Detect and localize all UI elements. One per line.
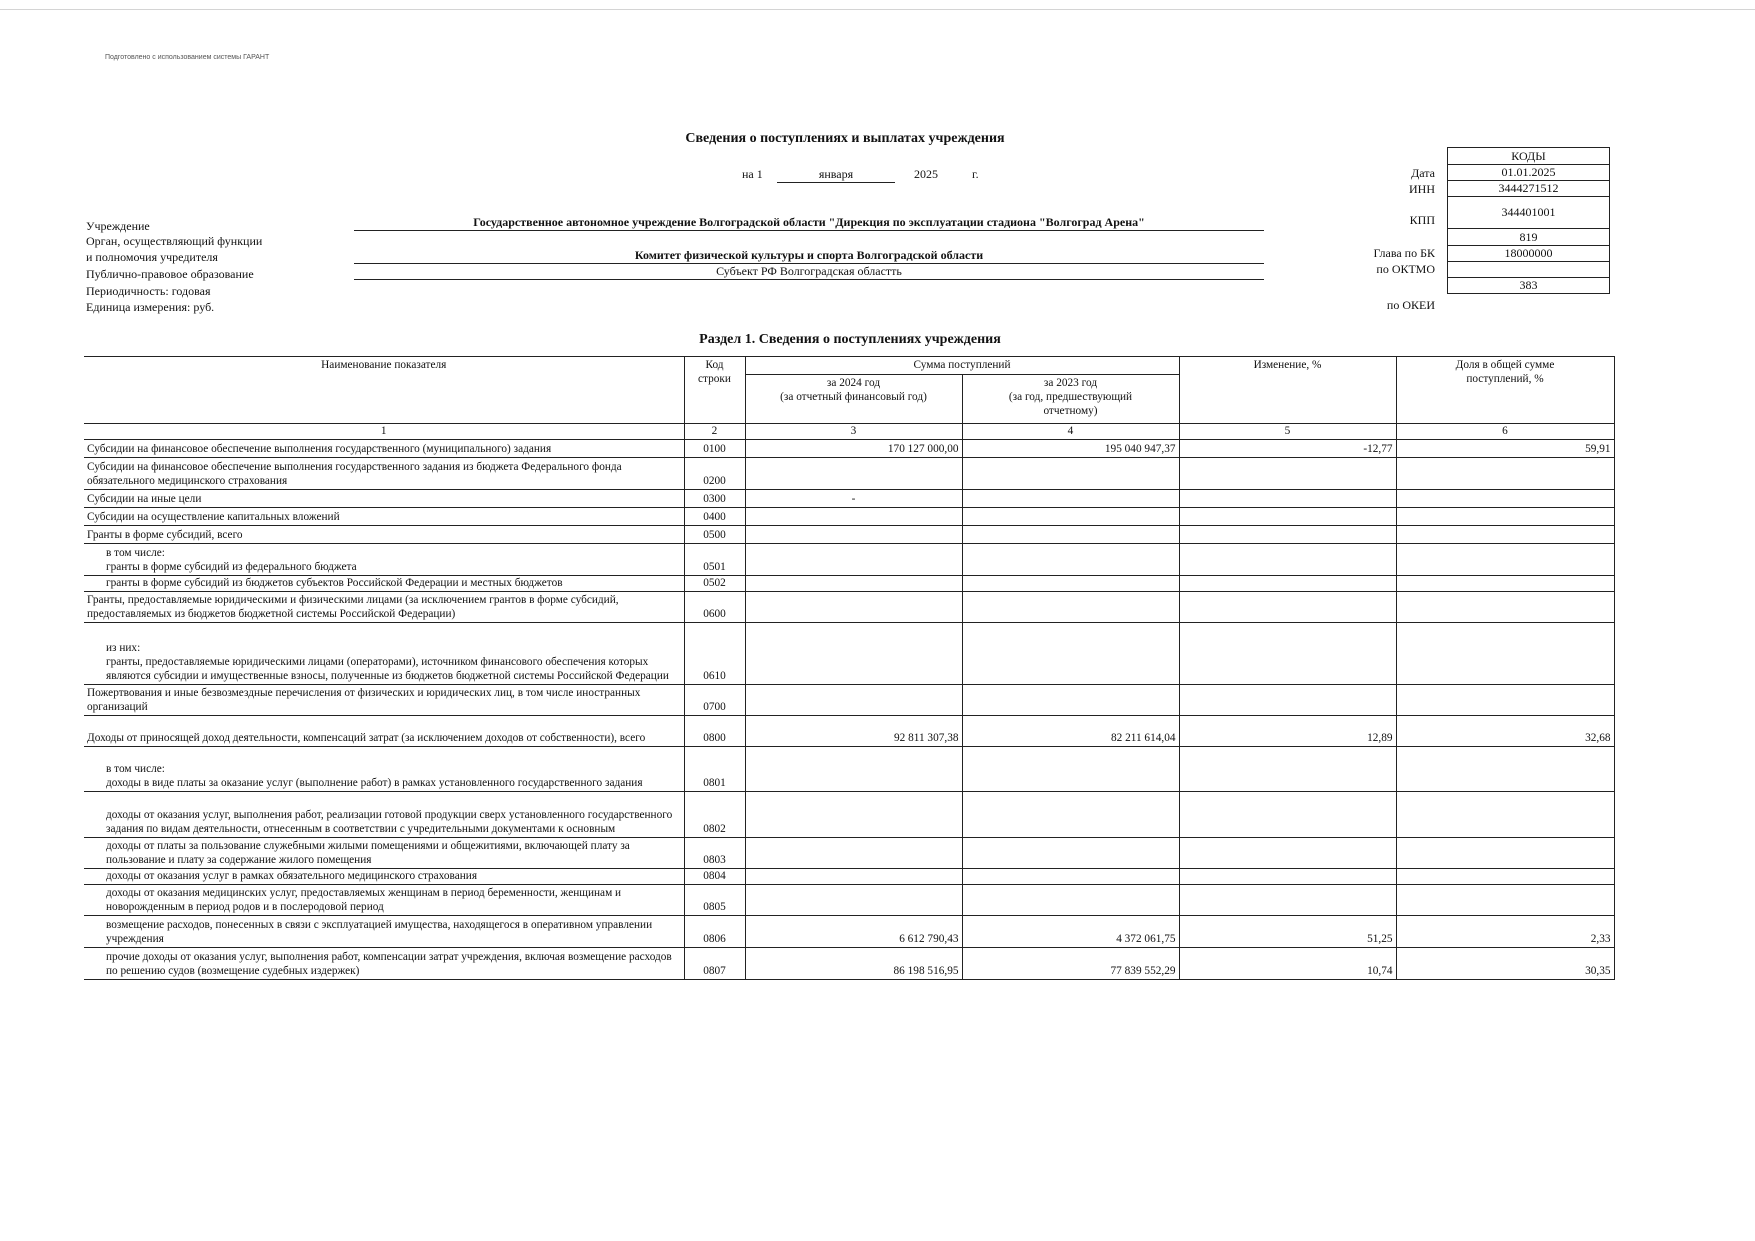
row-code: 0300 — [684, 490, 745, 508]
row-change: 12,89 — [1179, 716, 1396, 747]
row-change: -12,77 — [1179, 440, 1396, 458]
row-sum-2024 — [745, 747, 962, 792]
header-change: Изменение, % — [1179, 357, 1396, 424]
code-oktmo-label: по ОКТМО — [1376, 262, 1435, 276]
table-row — [84, 747, 1614, 792]
row-name: возмещение расходов, понесенных в связи с эксплуатацией имущества, находящегося в оперативном управлении учреждения — [84, 916, 684, 948]
code-oktmo-value: 18000000 — [1448, 246, 1610, 262]
row-change: 51,25 — [1179, 916, 1396, 948]
public-entity-value: Субъект РФ Волгоградская областть — [716, 264, 902, 278]
header-code: Код строки — [684, 357, 745, 424]
code-kpp-label: КПП — [1409, 213, 1435, 227]
row-code: 0803 — [684, 838, 745, 869]
row-share — [1396, 490, 1614, 508]
row-share — [1396, 747, 1614, 792]
row-sum-2024: 86 198 516,95 — [745, 948, 962, 980]
table-body — [84, 440, 1614, 980]
code-kpp-value: 344401001 — [1448, 197, 1610, 229]
row-sum-2023 — [962, 508, 1179, 526]
table-row — [84, 526, 1614, 544]
institution-underline — [354, 230, 1264, 231]
row-share: 30,35 — [1396, 948, 1614, 980]
row-share: 32,68 — [1396, 716, 1614, 747]
header-2023: за 2023 год (за год, предшествующий отчетному) — [962, 375, 1179, 424]
page-top-edge — [0, 9, 1755, 10]
row-change — [1179, 576, 1396, 592]
row-name: Субсидии на осуществление капитальных вложений — [84, 508, 684, 526]
code-date-value: 01.01.2025 — [1448, 165, 1610, 181]
row-name: Гранты, предоставляемые юридическими и физическими лицами (за исключением грантов в форме субсидий, предоставляемых из бюджетов бюджетной системы Российской Федерации) — [84, 592, 684, 623]
code-bk-value: 819 — [1448, 229, 1610, 246]
row-sum-2023: 4 372 061,75 — [962, 916, 1179, 948]
row-sum-2023 — [962, 592, 1179, 623]
row-sum-2023: 82 211 614,04 — [962, 716, 1179, 747]
row-name: доходы от оказания медицинских услуг, предоставляемых женщинам в период беременности, женщинам и новорожденным в период родов и в послеродовой период — [84, 885, 684, 916]
periodicity: Периодичность: годовая — [86, 284, 211, 298]
row-sum-2023 — [962, 685, 1179, 716]
receipts-table — [84, 356, 1615, 980]
row-change — [1179, 526, 1396, 544]
row-share — [1396, 869, 1614, 885]
row-sum-2024 — [745, 838, 962, 869]
row-share — [1396, 838, 1614, 869]
founder-label-2: и полномочия учредителя — [86, 250, 218, 264]
row-name: доходы от оказания услуг, выполнения работ, реализации готовой продукции сверх установленного государственного задания по видам деятельности, отнесенным в соответствии с учредительными документами к основным — [84, 792, 684, 838]
table-row — [84, 623, 1614, 685]
row-name: Пожертвования и иные безвозмездные перечисления от физических и юридических лиц, в том числе иностранных организаций — [84, 685, 684, 716]
row-sum-2024 — [745, 508, 962, 526]
row-change — [1179, 869, 1396, 885]
row-sum-2023 — [962, 838, 1179, 869]
document-title: Сведения о поступлениях и выплатах учреждения — [685, 131, 1005, 146]
header-share: Доля в общей сумме поступлений, % — [1396, 357, 1614, 424]
row-name: Субсидии на иные цели — [84, 490, 684, 508]
row-sum-2023 — [962, 869, 1179, 885]
table-row — [84, 440, 1614, 458]
unit: Единица измерения: руб. — [86, 300, 215, 314]
row-change — [1179, 838, 1396, 869]
row-code: 0700 — [684, 685, 745, 716]
row-sum-2023 — [962, 490, 1179, 508]
row-name: прочие доходы от оказания услуг, выполнения работ, компенсации затрат учреждения, включая возмещение расходов по решению судов (возмещение судебных издержек) — [84, 948, 684, 980]
public-entity-underline — [354, 279, 1264, 280]
row-sum-2024 — [745, 592, 962, 623]
codes-header: КОДЫ — [1448, 148, 1610, 165]
row-code: 0501 — [684, 544, 745, 576]
row-sum-2023 — [962, 623, 1179, 685]
row-sum-2024: 170 127 000,00 — [745, 440, 962, 458]
row-sum-2023: 77 839 552,29 — [962, 948, 1179, 980]
row-sum-2024 — [745, 458, 962, 490]
row-share — [1396, 458, 1614, 490]
founder-label-1: Орган, осуществляющий функции — [86, 234, 263, 248]
table-row — [84, 685, 1614, 716]
row-sum-2024 — [745, 526, 962, 544]
row-change — [1179, 747, 1396, 792]
table-row — [84, 490, 1614, 508]
row-code: 0800 — [684, 716, 745, 747]
row-sum-2024 — [745, 869, 962, 885]
row-share — [1396, 508, 1614, 526]
row-sum-2023 — [962, 526, 1179, 544]
table-row — [84, 508, 1614, 526]
row-code: 0200 — [684, 458, 745, 490]
row-name: доходы от оказания услуг в рамках обязательного медицинского страхования — [84, 869, 684, 885]
row-code: 0502 — [684, 576, 745, 592]
codes-table — [1447, 147, 1610, 294]
institution-label: Учреждение — [86, 219, 150, 233]
row-code: 0802 — [684, 792, 745, 838]
row-code: 0807 — [684, 948, 745, 980]
code-okei-label: по ОКЕИ — [1386, 298, 1435, 312]
row-name: гранты в форме субсидий из бюджетов субъектов Российской Федерации и местных бюджетов — [84, 576, 684, 592]
row-code: 0805 — [684, 885, 745, 916]
row-change — [1179, 623, 1396, 685]
col-number: 1 — [84, 424, 684, 440]
section-title: Раздел 1. Сведения о поступлениях учреждения — [699, 332, 1001, 347]
row-sum-2023 — [962, 747, 1179, 792]
row-sum-2024 — [745, 792, 962, 838]
row-change — [1179, 592, 1396, 623]
row-sum-2024 — [745, 623, 962, 685]
row-change — [1179, 458, 1396, 490]
public-entity-label: Публично-правовое образование — [86, 267, 254, 281]
table-row — [84, 792, 1614, 838]
date-suffix: г. — [972, 167, 979, 181]
row-share — [1396, 792, 1614, 838]
row-name: доходы от платы за пользование служебными жилыми помещениями и общежитиями, включающей плату за пользование и плату за содержание жилого помещения — [84, 838, 684, 869]
table-row — [84, 869, 1614, 885]
date-prefix: на 1 — [742, 167, 763, 181]
row-code: 0600 — [684, 592, 745, 623]
row-share: 59,91 — [1396, 440, 1614, 458]
row-share — [1396, 544, 1614, 576]
row-sum-2024 — [745, 885, 962, 916]
code-okei-value: 383 — [1448, 278, 1610, 294]
header-2024: за 2024 год (за отчетный финансовый год) — [745, 375, 962, 424]
row-share — [1396, 685, 1614, 716]
table-row — [84, 885, 1614, 916]
table-row — [84, 838, 1614, 869]
row-change — [1179, 885, 1396, 916]
prepared-note: Подготовлено с использованием системы ГАРАНТ — [105, 54, 270, 61]
row-sum-2023 — [962, 792, 1179, 838]
row-change: 10,74 — [1179, 948, 1396, 980]
col-number: 3 — [745, 424, 962, 440]
row-share — [1396, 623, 1614, 685]
row-name: Субсидии на финансовое обеспечение выполнения государственного (муниципального) задания — [84, 440, 684, 458]
row-sum-2023 — [962, 885, 1179, 916]
row-sum-2024 — [745, 685, 962, 716]
institution-value: Государственное автономное учреждение Волгоградской области "Дирекция по эксплуатации стадиона "Волгоград Арена" — [473, 215, 1145, 229]
row-code: 0400 — [684, 508, 745, 526]
row-name: в том числе: доходы в виде платы за оказание услуг (выполнение работ) в рамках установленного государственного задания — [84, 747, 684, 792]
col-number: 2 — [684, 424, 745, 440]
row-sum-2024: 6 612 790,43 — [745, 916, 962, 948]
row-change — [1179, 544, 1396, 576]
row-sum-2023 — [962, 544, 1179, 576]
row-share — [1396, 576, 1614, 592]
row-name: Субсидии на финансовое обеспечение выполнения государственного задания из бюджета Федерального фонда обязательного медицинского страхования — [84, 458, 684, 490]
table-row — [84, 592, 1614, 623]
code-date-label: Дата — [1411, 166, 1435, 180]
table-row — [84, 576, 1614, 592]
row-sum-2024 — [745, 576, 962, 592]
row-sum-2024: 92 811 307,38 — [745, 716, 962, 747]
row-name: из них: гранты, предоставляемые юридическими лицами (операторами), источником финансового обеспечения которых являются субсидии и имущественные взносы, полученные из бюджетов бюджетной системы Российской Федерации — [84, 623, 684, 685]
code-inn-label: ИНН — [1409, 182, 1435, 196]
col-number: 5 — [1179, 424, 1396, 440]
row-code: 0801 — [684, 747, 745, 792]
row-share — [1396, 592, 1614, 623]
table-row — [84, 458, 1614, 490]
code-blank — [1448, 262, 1610, 278]
row-name: Гранты в форме субсидий, всего — [84, 526, 684, 544]
row-change — [1179, 490, 1396, 508]
table-row — [84, 948, 1614, 980]
date-month-underline — [777, 182, 895, 183]
row-name: в том числе: гранты в форме субсидий из федерального бюджета — [84, 544, 684, 576]
table-row — [84, 916, 1614, 948]
row-code: 0806 — [684, 916, 745, 948]
table-row — [84, 544, 1614, 576]
header-name: Наименование показателя — [84, 357, 684, 424]
row-code: 0804 — [684, 869, 745, 885]
header-sum: Сумма поступлений — [745, 357, 1179, 375]
row-share — [1396, 526, 1614, 544]
row-sum-2024: - — [745, 490, 962, 508]
col-number: 6 — [1396, 424, 1614, 440]
code-bk-label: Глава по БК — [1373, 246, 1435, 260]
date-month: января — [818, 167, 854, 181]
table-row — [84, 716, 1614, 747]
code-inn-value: 3444271512 — [1448, 181, 1610, 197]
row-share: 2,33 — [1396, 916, 1614, 948]
row-name: Доходы от приносящей доход деятельности, компенсаций затрат (за исключением доходов от собственности), всего — [84, 716, 684, 747]
founder-value: Комитет физической культуры и спорта Волгоградской области — [634, 248, 984, 262]
row-code: 0500 — [684, 526, 745, 544]
date-year: 2025 — [914, 167, 938, 181]
row-sum-2023 — [962, 576, 1179, 592]
row-change — [1179, 685, 1396, 716]
col-number: 4 — [962, 424, 1179, 440]
row-change — [1179, 792, 1396, 838]
row-sum-2023: 195 040 947,37 — [962, 440, 1179, 458]
row-change — [1179, 508, 1396, 526]
row-code: 0610 — [684, 623, 745, 685]
row-sum-2024 — [745, 544, 962, 576]
row-code: 0100 — [684, 440, 745, 458]
row-share — [1396, 885, 1614, 916]
row-sum-2023 — [962, 458, 1179, 490]
